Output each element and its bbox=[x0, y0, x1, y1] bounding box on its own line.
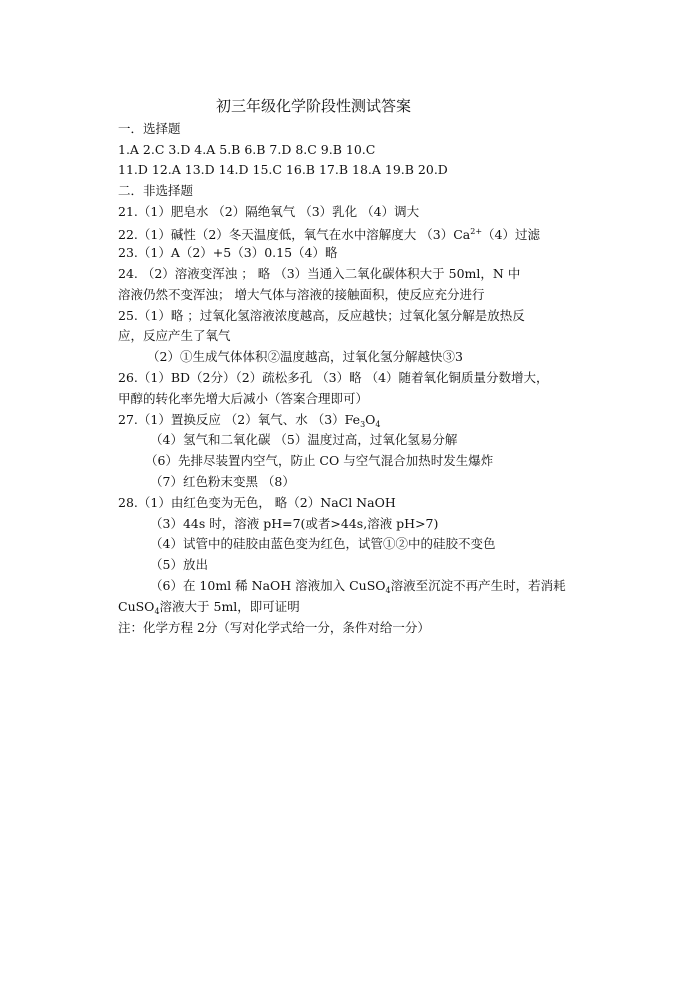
answer-28-line-2: （3）44s 时，溶液 pH=7(或者>44s,溶液 pH>7) bbox=[150, 516, 439, 531]
answer-22-superscript: 2+ bbox=[470, 227, 483, 236]
answer-28-line-3: （4）试管中的硅胶由蓝色变为红色，试管①②中的硅胶不变色 bbox=[150, 536, 496, 551]
section-heading-choice: 一．选择题 bbox=[118, 121, 181, 136]
answer-25-line-2: 应，反应产生了氧气 bbox=[118, 328, 231, 343]
answer-28-line-6-text-end: 溶液大于 5ml，即可证明 bbox=[159, 599, 300, 614]
section-heading-nonchoice: 二．非选择题 bbox=[118, 183, 194, 198]
choice-answers-line-1: 1.A 2.C 3.D 4.A 5.B 6.B 7.D 8.C 9.B 10.C bbox=[118, 142, 376, 157]
answer-28-line-4: （5）放出 bbox=[150, 557, 208, 572]
answer-27-text-o: O bbox=[365, 412, 376, 427]
answer-28-line-6-text: CuSO bbox=[118, 599, 155, 614]
answer-28-line-5-text: （6）在 10ml 稀 NaOH 溶液加入 CuSO bbox=[150, 578, 386, 593]
answer-27-line-2: （4）氢气和二氧化碳 （5）温度过高，过氧化氢易分解 bbox=[150, 432, 458, 447]
answer-27-line-3: （6）先排尽装置内空气，防止 CO 与空气混合加热时发生爆炸 bbox=[145, 453, 494, 468]
answer-25-line-3: （2）①生成气体体积②温度越高，过氧化氢分解越快③3 bbox=[147, 349, 463, 364]
page-title: 初三年级化学阶段性测试答案 bbox=[216, 97, 412, 115]
answer-27-subscript-1: 3 bbox=[360, 420, 366, 429]
answer-23: 23.（1）A（2）+5（3）0.15（4）略 bbox=[118, 245, 338, 260]
answer-26-line-2: 甲醇的转化率先增大后减小（答案合理即可） bbox=[118, 391, 369, 406]
answer-22-text: 22.（1）碱性（2）冬天温度低，氧气在水中溶解度大 （3）Ca bbox=[118, 227, 471, 242]
scoring-note: 注：化学方程 2分（写对化学式给一分，条件对给一分） bbox=[118, 620, 430, 635]
answer-24-line-2: 溶液仍然不变浑浊； 增大气体与溶液的接触面积，使反应充分进行 bbox=[118, 287, 485, 302]
answer-27-subscript-2: 4 bbox=[375, 420, 381, 429]
answer-22-text-end: （4）过滤 bbox=[482, 227, 540, 242]
answer-28-line-1: 28.（1）由红色变为无色， 略（2）NaCl NaOH bbox=[118, 495, 396, 510]
answer-28-line-6-subscript: 4 bbox=[154, 607, 160, 616]
answer-28-line-5-subscript: 4 bbox=[385, 586, 391, 595]
answer-28-line-5-text-end: 溶液至沉淀不再产生时，若消耗 bbox=[390, 578, 566, 593]
answer-26-line-1: 26.（1）BD（2分）（2）疏松多孔 （3）略 （4）随着氧化铜质量分数增大， bbox=[118, 370, 549, 385]
answer-21: 21.（1）肥皂水 （2）隔绝氧气 （3）乳化 （4）调大 bbox=[118, 204, 420, 219]
answer-25-line-1: 25.（1）略 ；过氧化氢溶液浓度越高，反应越快；过氧化氢分解是放热反 bbox=[118, 308, 525, 323]
answer-27-text: 27.（1）置换反应 （2）氧气、水 （3）Fe bbox=[118, 412, 361, 427]
answer-22 bbox=[118, 222, 540, 245]
choice-answers-line-2: 11.D 12.A 13.D 14.D 15.C 16.B 17.B 18.A 19.B 20.D bbox=[118, 162, 448, 177]
answer-24-line-1: 24. （2）溶液变浑浊 ； 略 （3）当通入二氧化碳体积大于 50ml，N 中 bbox=[118, 266, 521, 281]
answer-27-line-4: （7）红色粉末变黑 （8） bbox=[150, 474, 295, 489]
